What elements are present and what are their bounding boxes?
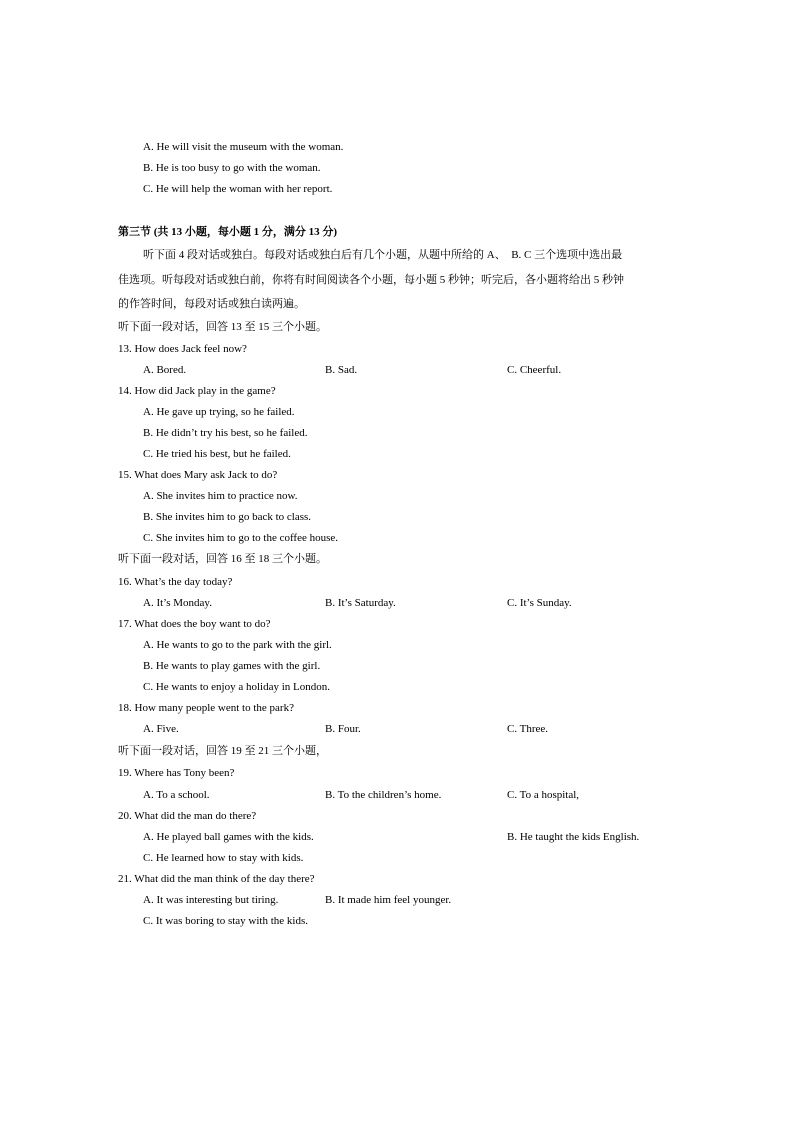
q20-option-a: A. He played ball games with the kids. (143, 831, 314, 843)
prev-option-b: B. He is too busy to go with the woman. (143, 162, 321, 174)
q20-option-b: B. He taught the kids English. (507, 831, 640, 843)
q15-option-b: B. She invites him to go back to class. (143, 511, 312, 523)
question-14: 14. How did Jack play in the game? (118, 385, 276, 397)
q13-option-a: A. Bored. (143, 364, 187, 376)
q15-option-c: C. She invites him to go to the coffee house. (143, 532, 339, 544)
dialogue-3-instruction: 听下面一段对话，回答 19 至 21 三个小题， (118, 745, 327, 757)
question-21: 21. What did the man think of the day there? (118, 873, 315, 885)
q20-option-c: C. He learned how to stay with kids. (143, 852, 304, 864)
q18-option-c: C. Three. (507, 723, 549, 735)
q19-option-b: B. To the children’s home. (325, 789, 442, 801)
q13-option-c: C. Cheerful. (507, 364, 562, 376)
q21-option-b: B. It made him feel younger. (325, 894, 452, 906)
q16-option-b: B. It’s Saturday. (325, 597, 396, 609)
question-13: 13. How does Jack feel now? (118, 343, 247, 355)
prev-option-c: C. He will help the woman with her report. (143, 183, 333, 195)
question-20: 20. What did the man do there? (118, 810, 257, 822)
q19-option-c: C. To a hospital, (507, 789, 580, 801)
q21-option-a: A. It was interesting but tiring. (143, 894, 279, 906)
q18-option-b: B. Four. (325, 723, 361, 735)
question-15: 15. What does Mary ask Jack to do? (118, 469, 278, 481)
q16-option-a: A. It’s Monday. (143, 597, 212, 609)
q17-option-c: C. He wants to enjoy a holiday in London. (143, 681, 330, 693)
dialogue-2-instruction: 听下面一段对话，回答 16 至 18 三个小题。 (118, 553, 327, 565)
q18-option-a: A. Five. (143, 723, 179, 735)
q17-option-b: B. He wants to play games with the girl. (143, 660, 321, 672)
q21-option-c: C. It was boring to stay with the kids. (143, 915, 308, 927)
section-instructions-line1: 听下面 4 段对话或独白。每段对话或独白后有几个小题，从题中所给的 A、 B. C 三个选项中选出最 (143, 249, 623, 261)
section-instructions-line2: 佳选项。听每段对话或独白前，你将有时间阅读各个小题，每小题 5 秒钟；听完后，各小题将给出 5 秒钟 (118, 274, 624, 286)
q14-option-c: C. He tried his best, but he failed. (143, 448, 291, 460)
q16-option-c: C. It’s Sunday. (507, 597, 572, 609)
question-17: 17. What does the boy want to do? (118, 618, 271, 630)
q17-option-a: A. He wants to go to the park with the girl. (143, 639, 332, 651)
q15-option-a: A. She invites him to practice now. (143, 490, 298, 502)
prev-option-a: A. He will visit the museum with the woman. (143, 141, 344, 153)
q19-option-a: A. To a school. (143, 789, 210, 801)
question-18: 18. How many people went to the park? (118, 702, 294, 714)
q13-option-b: B. Sad. (325, 364, 358, 376)
question-16: 16. What’s the day today? (118, 576, 233, 588)
q14-option-b: B. He didn’t try his best, so he failed. (143, 427, 308, 439)
q14-option-a: A. He gave up trying, so he failed. (143, 406, 295, 418)
dialogue-1-instruction: 听下面一段对话，回答 13 至 15 三个小题。 (118, 321, 327, 333)
question-19: 19. Where has Tony been? (118, 767, 235, 779)
section-title: 第三节 (共 13 小题，每小题 1 分，满分 13 分) (118, 226, 338, 238)
section-instructions-line3: 的作答时间，每段对话或独白读两遍。 (118, 298, 305, 310)
